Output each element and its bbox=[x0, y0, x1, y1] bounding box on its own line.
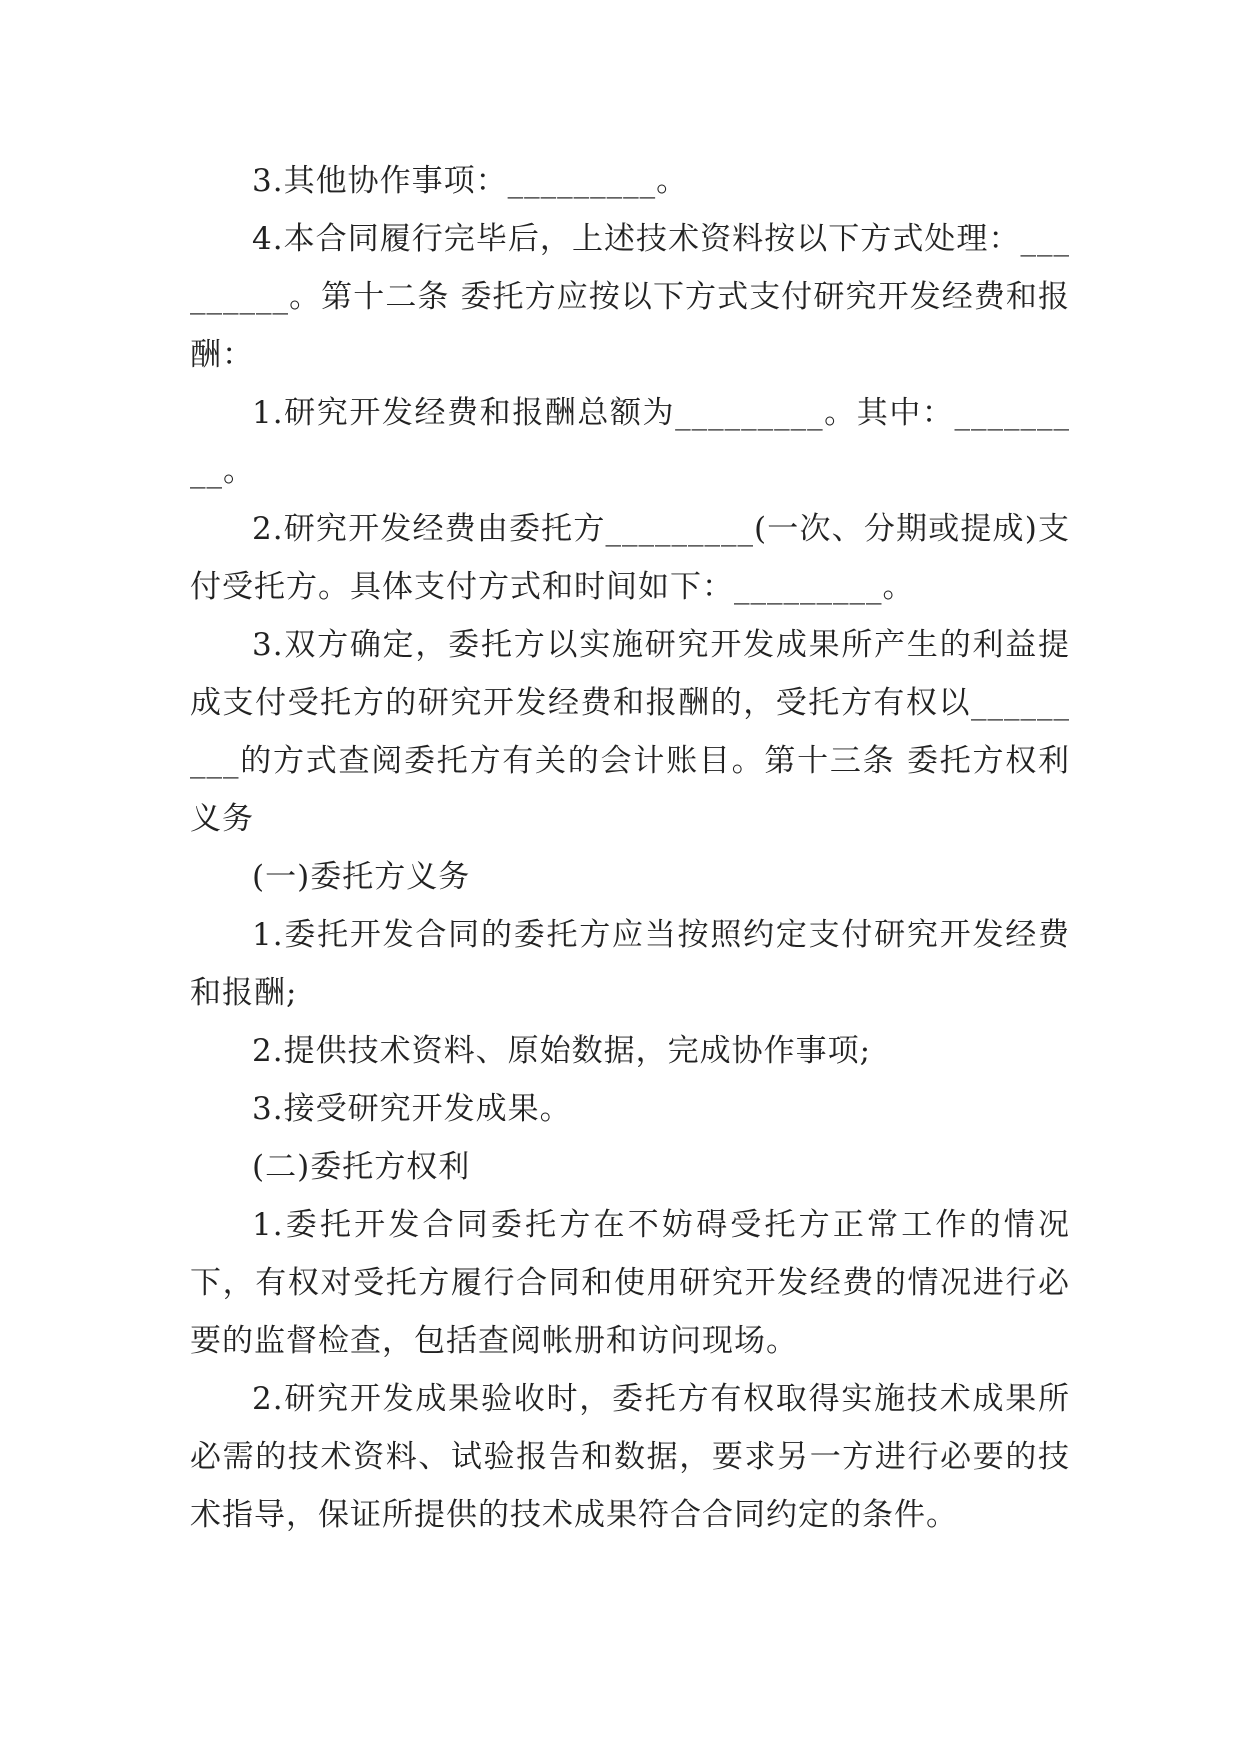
paragraph-profit-sharing: 3.双方确定，委托方以实施研究开发成果所产生的利益提成支付受托方的研究开发经费和报酬的，受托方有权以_________的方式查阅委托方有关的会计账目。第十三条 委托方权利义务 bbox=[190, 627, 1070, 837]
paragraph-right-2: 2.研究开发成果验收时，委托方有权取得实施技术成果所必需的技术资料、试验报告和数据，要求另一方进行必要的技术指导，保证所提供的技术成果符合合同约定的条件。 bbox=[190, 1381, 1070, 1533]
paragraph-materials-handling: 4.本合同履行完毕后，上述技术资料按以下方式处理：_________。第十二条 委托方应按以下方式支付研究开发经费和报酬： bbox=[190, 221, 1070, 373]
paragraph-obligation-3: 3.接受研究开发成果。 bbox=[252, 1091, 572, 1127]
paragraph-total-amount: 1.研究开发经费和报酬总额为_________。其中：_________。 bbox=[190, 395, 1070, 489]
paragraph-other-cooperation: 3.其他协作事项：_________。 bbox=[252, 163, 689, 199]
heading-client-obligations: (一)委托方义务 bbox=[252, 859, 471, 895]
paragraph-obligation-2: 2.提供技术资料、原始数据，完成协作事项; bbox=[252, 1033, 872, 1069]
heading-client-rights: (二)委托方权利 bbox=[252, 1149, 471, 1185]
paragraph-obligation-1: 1.委托开发合同的委托方应当按照约定支付研究开发经费和报酬; bbox=[190, 917, 1070, 1011]
paragraph-payment-method: 2.研究开发经费由委托方_________(一次、分期或提成)支付受托方。具体支付方式和时间如下：_________。 bbox=[190, 511, 1070, 605]
paragraph-right-1: 1.委托开发合同委托方在不妨碍受托方正常工作的情况下，有权对受托方履行合同和使用研究开发经费的情况进行必要的监督检查，包括查阅帐册和访问现场。 bbox=[190, 1207, 1070, 1359]
document-body bbox=[190, 152, 1070, 1544]
